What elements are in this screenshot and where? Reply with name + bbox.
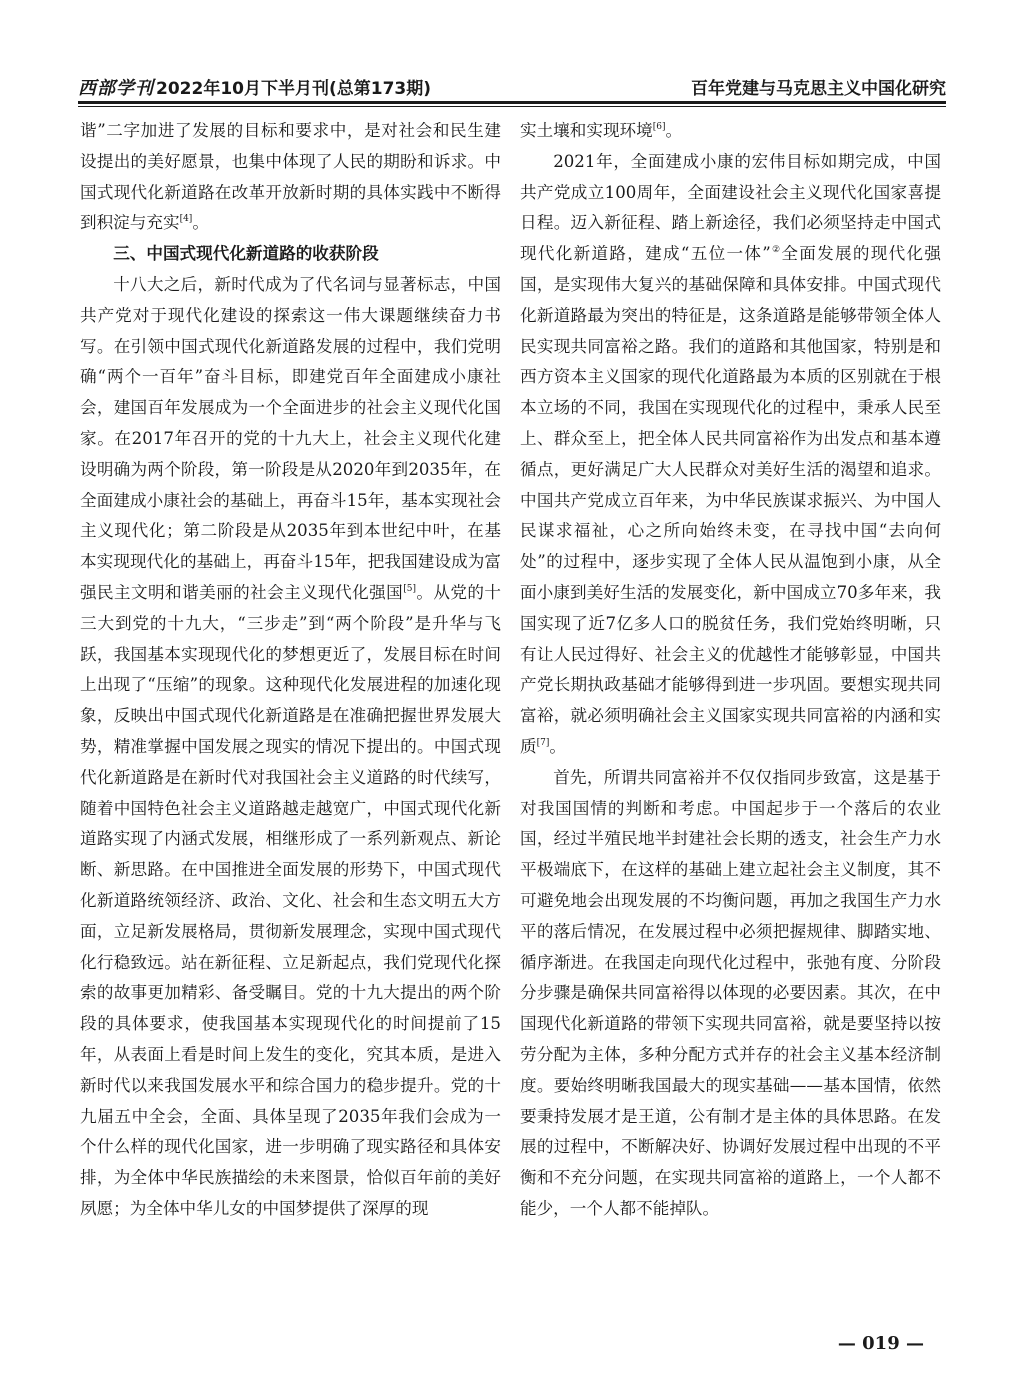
paragraph bbox=[80, 116, 501, 239]
paragraph bbox=[80, 270, 501, 1225]
page-number: — 019 — bbox=[837, 1333, 924, 1354]
journal-issue-text: 2022年10月下半月刊(总第173期) bbox=[156, 79, 431, 99]
running-header bbox=[78, 72, 946, 100]
left-column bbox=[80, 116, 501, 1225]
journal-issue bbox=[78, 74, 431, 100]
paragraph-text: 十八大之后，新时代成为了代名词与显著标志，中国共产党对于现代化建设的探索这一伟大课题继续奋力书写。在引领中国式现代化新道路发展的过程中，我们党明确“两个一百年”奋斗目标，即建党百年全面建成小康社会，建国百年发展成为一个全面进步的社会主义现代化国家。在2017年召开的党的十九大上，社会主义现代化建设明确为两个阶段，第一阶段是从2020年到2035年，在全面建成小康社会的基础上，再奋斗15年，基本实现社会主义现代化；第二阶段是从2035年到本世纪中叶，在基本实现现代化的基础上，再奋斗15年，把我国建设成为富强民主文明和谐美丽的社会主义现代化强国 bbox=[80, 274, 501, 602]
header-rule-thin bbox=[78, 106, 946, 107]
journal-logo: 西部学刊 bbox=[78, 78, 154, 99]
paragraph-text: 谐”二字加进了发展的目标和要求中，是对社会和民生建设提出的美好愿景，也集中体现了人民的期盼和诉求。中国式现代化新道路在改革开放新时期的具体实践中不断得到积淀与充实 bbox=[80, 121, 501, 233]
footnote-marker: ② bbox=[770, 245, 782, 256]
paragraph-text: 。从党的十三大到党的十九大，“三步走”到“两个阶段”是升华与飞跃，我国基本实现现代化的梦想更近了，发展目标在时间上出现了“压缩”的现象。这种现代化发展进程的加速化现象，反映出中国式现代化新道路是在准确把握世界发展大势，精准掌握中国发展之现实的情况下提出的。中国式现代化新道路是在新时代对我国社会主义道路的时代续写，随着中国特色社会主义道路越走越宽广，中国式现代化新道路实现了内涵式发展，相继形成了一系列新观点、新论断、新思路。在中国推进全面发展的形势下，中国式现代化新道路统领经济、政治、文化、社会和生态文明五大方面，立足新发展格局，贯彻新发展理念，实现中国式现代化行稳致远。站在新征程、立足新起点，我们党现代化探索的故事更加精彩、备受瞩目。党的十九大提出的两个阶段的具体要求，使我国基本实现现代化的时间提前了15年，从表面上看是时间上发生的变化，究其本质，是进入新时代以来我国发展水平和综合国力的稳步提升。党的十九届五中全会，全面、具体呈现了2035年我们会成为一个什么样的现代化国家，进一步明确了现实路径和具体安排，为全体中华民族描绘的未来图景，恰似百年前的美好夙愿；为全体中华儿女的中国梦提供了深厚的现 bbox=[80, 582, 502, 1218]
section-title: 百年党建与马克思主义中国化研究 bbox=[691, 79, 946, 99]
citation-ref: [5] bbox=[403, 583, 416, 594]
citation-ref: [7] bbox=[536, 737, 550, 748]
paragraph bbox=[520, 116, 941, 147]
header-rule-thick bbox=[78, 101, 946, 104]
paragraph-text: 。 bbox=[665, 121, 683, 140]
paragraph-text: 。 bbox=[192, 213, 209, 233]
citation-ref: [6] bbox=[652, 122, 666, 132]
citation-ref: [4] bbox=[179, 214, 193, 225]
paragraph-text: 。 bbox=[549, 736, 566, 756]
paragraph-text: 全面发展的现代化强国，是实现伟大复兴的基础保障和具体安排。中国式现代化新道路最为突出的特征是，这条道路是能够带领全体人民实现共同富裕之路。我们的道路和其他国家，特别是和西方资本主义国家的现代化道路最为本质的区别就在于根本立场的不同，我国在实现现代化的过程中，秉承人民至上、群众至上，把全体人民共同富裕作为出发点和基本遵循点，更好满足广大人民群众对美好生活的渴望和追求。中国共产党成立百年来，为中华民族谋求振兴、为中国人民谋求福祉，心之所向始终未变，在寻找中国“去向何处”的过程中，逐步实现了全体人民从温饱到小康，从全面小康到美好生活的发展变化，新中国成立70多年来，我国实现了近7亿多人口的脱贫任务，我们党始终明晰，只有让人民过得好、社会主义的优越性才能够彰显，中国共产党长期执政基础才能够得到进一步巩固。要想实现共同富裕，就必须明确社会主义国家实现共同富裕的内涵和实质 bbox=[520, 244, 942, 756]
section-heading: 三、中国式现代化新道路的收获阶段 bbox=[113, 244, 379, 264]
paragraph bbox=[520, 147, 941, 763]
right-column bbox=[520, 116, 941, 1225]
paragraph-text: 实土壤和实现环境 bbox=[520, 121, 653, 140]
paragraph-text: 2021年，全面建成小康的宏伟目标如期完成，中国共产党成立100周年，全面建设社会主义现代化国家喜提日程。迈入新征程、踏上新途径，我们必须坚持走中国式现代化新道路，建成“五位一体” bbox=[520, 151, 941, 264]
paragraph: 首先，所谓共同富裕并不仅仅指同步致富，这是基于对我国国情的判断和考虑。中国起步于一个落后的农业国，经过半殖民地半封建社会长期的透支，社会生产力水平极端底下，在这样的基础上建立起社会主义制度，其不可避免地会出现发展的不均衡问题，再加之我国生产力水平的落后情况，在发展过程中必须把握规律、脚踏实地、循序渐进。在我国走向现代化过程中，张弛有度、分阶段分步骤是确保共同富裕得以体现的必要因素。其次，在中国现代化新道路的带领下实现共同富裕，就是要坚持以按劳分配为主体，多种分配方式并存的社会主义基本经济制度。要始终明晰我国最大的现实基础——基本国情，依然要秉持发展才是王道，公有制才是主体的具体思路。在发展的过程中，不断解决好、协调好发展过程中出现的不平衡和不充分问题，在实现共同富裕的道路上，一个人都不能少，一个人都不能掉队。 bbox=[520, 767, 941, 1218]
